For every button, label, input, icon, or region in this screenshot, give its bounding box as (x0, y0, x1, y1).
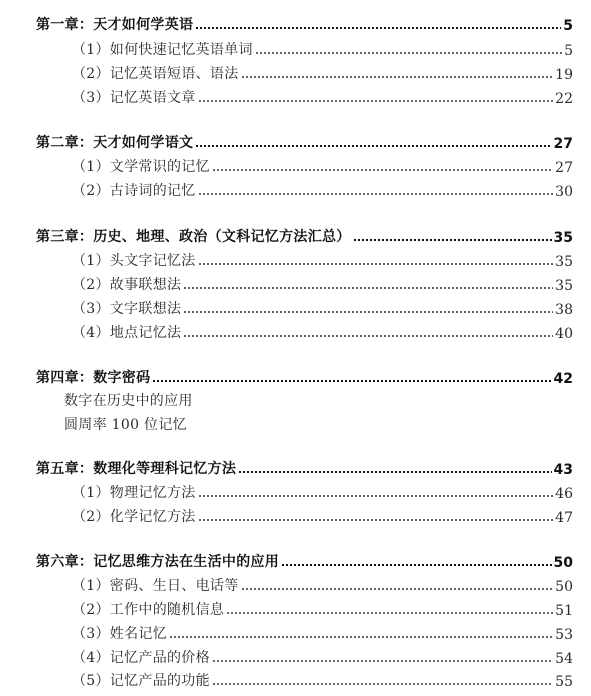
page-number: 27 (553, 136, 573, 152)
chapter-heading (36, 365, 573, 387)
page-number: 47 (555, 510, 573, 526)
chapter-title: 第四章：数字密码 (36, 370, 151, 386)
dot-leader (198, 519, 554, 521)
entry-label: （1）头文字记忆法 (72, 253, 196, 269)
toc-entry (72, 272, 573, 294)
page-number: 50 (555, 579, 573, 595)
toc-entry (72, 178, 573, 200)
chapter-heading (36, 224, 573, 246)
entry-label: （3）姓名记忆 (72, 626, 168, 642)
page-number: 19 (555, 67, 573, 83)
dot-leader (198, 495, 554, 497)
page-number: 5 (563, 18, 573, 34)
toc-entry (72, 504, 573, 526)
toc-entry (72, 296, 573, 318)
dot-leader (195, 27, 561, 29)
dot-leader (212, 683, 553, 685)
toc-entry (64, 412, 573, 434)
page-number: 53 (555, 627, 573, 643)
toc-entry (72, 573, 573, 595)
dot-leader (238, 471, 551, 473)
dot-leader (183, 287, 553, 289)
chapter-heading (36, 12, 573, 34)
chapter-heading (36, 456, 573, 478)
entry-label: （2）记忆英语短语、语法 (72, 66, 239, 82)
toc-entry (72, 248, 573, 270)
chapter-title: 第二章：天才如何学语文 (36, 135, 194, 151)
dot-leader (198, 193, 554, 195)
entry-label: （2）古诗词的记忆 (72, 183, 196, 199)
entry-label: （1）如何快速记忆英语单词 (72, 42, 253, 58)
entry-label: 数字在历史中的应用 (64, 393, 193, 409)
entry-label: （1）密码、生日、电话等 (72, 578, 239, 594)
dot-leader (212, 660, 553, 662)
entry-label: （4）地点记忆法 (72, 325, 182, 341)
dot-leader (169, 636, 553, 638)
dot-leader (183, 335, 553, 337)
page-number: 43 (553, 462, 573, 478)
dot-leader (226, 612, 553, 614)
dot-leader (241, 76, 554, 78)
page-number: 5 (564, 43, 573, 59)
entry-label: （2）故事联想法 (72, 277, 182, 293)
toc-entry (72, 154, 573, 176)
page-number: 30 (555, 184, 573, 200)
page-number: 51 (555, 603, 573, 619)
toc-entry (72, 597, 573, 619)
dot-leader (195, 145, 551, 147)
dot-leader (212, 169, 553, 171)
page-number: 50 (553, 555, 573, 571)
entry-label: （1）文学常识的记忆 (72, 159, 210, 175)
toc-entry (72, 320, 573, 342)
toc-entry (72, 645, 573, 667)
page-number: 40 (555, 326, 573, 342)
toc-entry (64, 388, 573, 410)
entry-label: （2）化学记忆方法 (72, 509, 196, 525)
chapter-title: 第五章：数理化等理科记忆方法 (36, 461, 237, 477)
dot-leader (281, 564, 551, 566)
entry-label: （4）记忆产品的价格 (72, 650, 210, 666)
page-number: 35 (555, 278, 573, 294)
page-number: 54 (555, 651, 573, 667)
entry-label: 圆周率 100 位记忆 (64, 417, 187, 433)
toc-entry (72, 37, 573, 59)
entry-label: （2）工作中的随机信息 (72, 602, 225, 618)
entry-label: （5）记忆产品的功能 (72, 673, 210, 689)
dot-leader (198, 263, 554, 265)
dot-leader (255, 52, 562, 54)
chapter-title: 第三章：历史、地理、政治（文科记忆方法汇总） (36, 229, 351, 245)
toc-entry (72, 621, 573, 643)
toc-entry (72, 668, 573, 690)
dot-leader (353, 239, 552, 241)
toc-entry (72, 61, 573, 83)
page-number: 38 (555, 302, 573, 318)
page-number: 27 (555, 160, 573, 176)
toc-entry (72, 480, 573, 502)
dot-leader (241, 588, 554, 590)
page-number: 46 (555, 486, 573, 502)
entry-label: （3）文字联想法 (72, 301, 182, 317)
chapter-heading (36, 130, 573, 152)
dot-leader (198, 100, 554, 102)
dot-leader (183, 311, 553, 313)
chapter-heading (36, 549, 573, 571)
page-number: 22 (555, 91, 573, 107)
chapter-title: 第一章：天才如何学英语 (36, 17, 194, 33)
page-number: 55 (555, 674, 573, 690)
chapter-title: 第六章：记忆思维方法在生活中的应用 (36, 554, 280, 570)
page-number: 35 (555, 254, 573, 270)
entry-label: （1）物理记忆方法 (72, 485, 196, 501)
entry-label: （3）记忆英语文章 (72, 90, 196, 106)
dot-leader (152, 380, 551, 382)
page-number: 42 (553, 371, 573, 387)
toc-entry (72, 85, 573, 107)
page-number: 35 (553, 230, 573, 246)
